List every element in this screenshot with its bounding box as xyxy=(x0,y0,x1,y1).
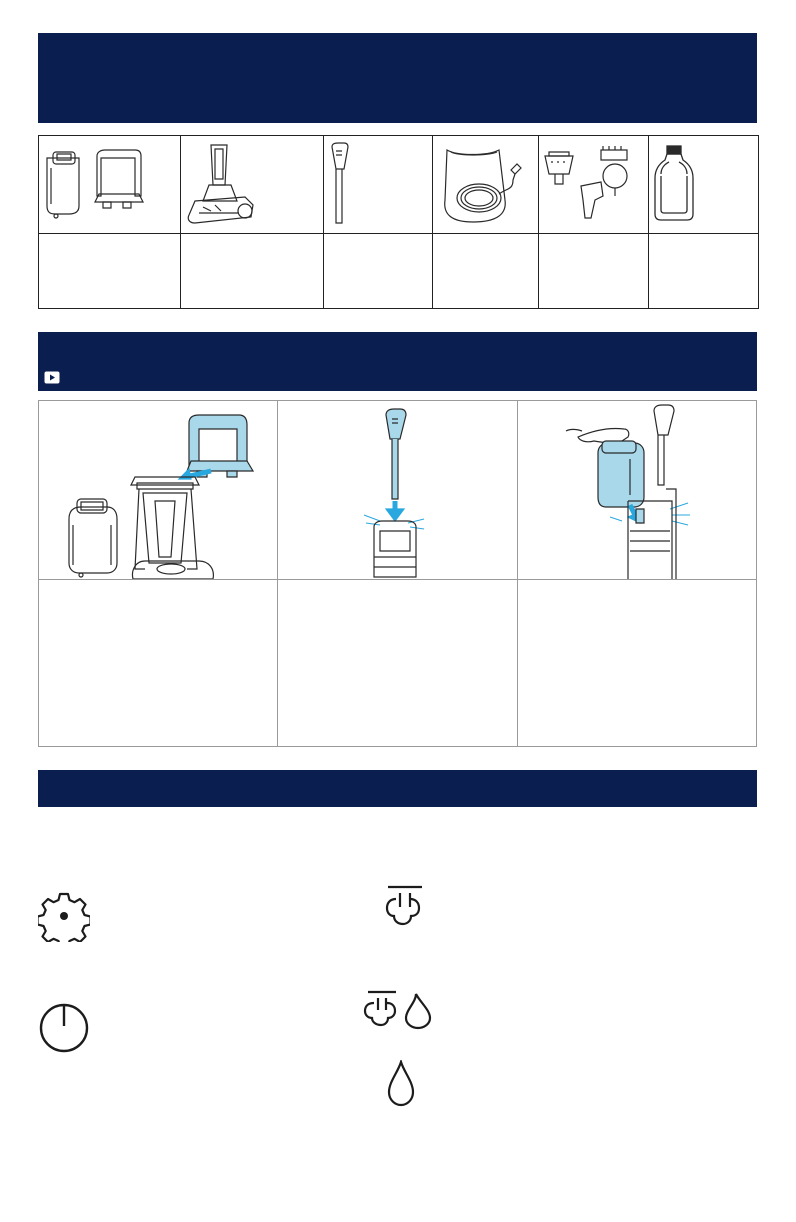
place-tank-illustration xyxy=(518,401,756,579)
parts-header-banner xyxy=(38,33,757,123)
handle-icon xyxy=(324,141,354,227)
part-formula-bottle xyxy=(649,136,759,234)
attach-tank-cover-illustration xyxy=(39,401,277,579)
assembly-steps xyxy=(38,400,757,747)
tools-icon xyxy=(539,142,635,226)
part-label-cell xyxy=(181,233,324,308)
step-3-image xyxy=(518,401,756,580)
assembly-step-1 xyxy=(39,401,278,746)
formula-bottle-icon xyxy=(649,144,699,224)
water-drop-icon xyxy=(386,1060,416,1108)
insert-handle-illustration xyxy=(278,401,516,579)
assembly-step-3 xyxy=(518,401,756,746)
parts-table xyxy=(38,135,759,309)
assembly-step-2 xyxy=(278,401,517,746)
part-label-cell xyxy=(39,233,181,308)
step-2-image xyxy=(278,401,516,580)
controls-header-banner xyxy=(38,770,757,807)
assembly-header-banner xyxy=(38,332,757,391)
spray-trigger-icon xyxy=(384,885,428,933)
power-icon xyxy=(38,1000,90,1054)
part-label-cell xyxy=(324,233,433,308)
part-handle xyxy=(324,136,433,234)
gear-icon xyxy=(38,890,90,942)
play-icon[interactable] xyxy=(44,371,60,384)
part-base-unit xyxy=(181,136,324,234)
part-hose-bag xyxy=(433,136,539,234)
part-label-cell xyxy=(433,233,539,308)
part-label-cell xyxy=(539,233,649,308)
step-3-text xyxy=(518,580,756,746)
tanks-icon xyxy=(39,144,149,224)
step-1-text xyxy=(39,580,277,746)
part-tanks xyxy=(39,136,181,234)
spray-clean-icon xyxy=(362,990,434,1030)
hose-bag-icon xyxy=(433,142,523,226)
part-label-cell xyxy=(649,233,759,308)
base-unit-icon xyxy=(181,141,271,227)
step-2-text xyxy=(278,580,516,746)
part-tools xyxy=(539,136,649,234)
step-1-image xyxy=(39,401,277,580)
